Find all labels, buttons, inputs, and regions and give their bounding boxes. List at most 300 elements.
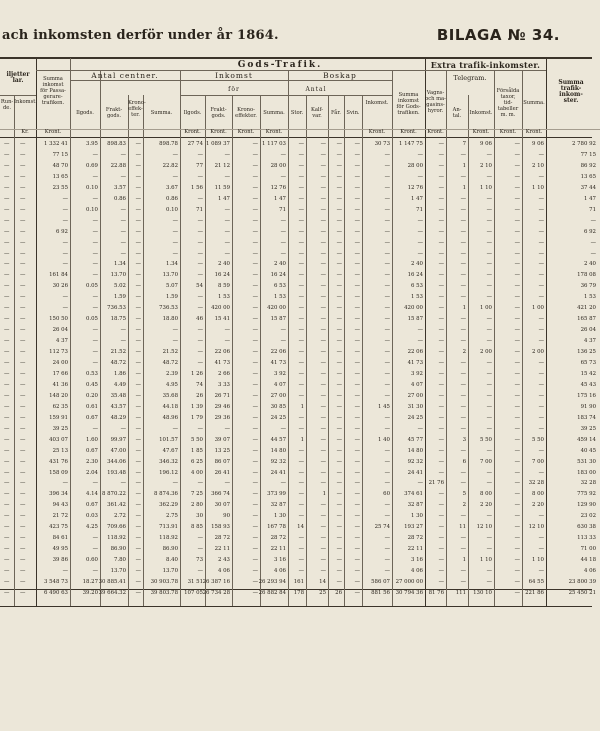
table-cell: 4 00: [190, 469, 203, 476]
table-cell: 11 59: [214, 184, 230, 191]
table-cell: —: [135, 217, 141, 224]
table-cell: 27 000 00: [395, 579, 423, 585]
table-cell: —: [197, 535, 203, 542]
margin-dash: —: [20, 141, 26, 147]
table-cell: —: [384, 535, 390, 542]
col-line: [362, 95, 363, 606]
table-cell: —: [298, 425, 304, 432]
table-cell: —: [336, 579, 342, 585]
table-cell: —: [92, 327, 98, 334]
table-cell: 71: [279, 206, 286, 213]
table-cell: 4 07: [273, 381, 286, 388]
table-cell: —: [320, 480, 326, 487]
table-cell: —: [135, 261, 141, 268]
table-cell: 2.04: [85, 469, 98, 476]
table-cell: —: [384, 272, 390, 279]
margin-dash: —: [4, 491, 10, 498]
table-cell: —: [298, 250, 304, 257]
table-cell: 41 73: [270, 360, 286, 366]
table-cell: —: [252, 557, 258, 564]
table-cell: —: [252, 151, 258, 158]
biljetter-header: iljetter lar.: [6, 71, 30, 84]
table-cell: —: [280, 228, 286, 235]
table-cell: —: [92, 173, 98, 180]
margin-dash: —: [20, 316, 26, 323]
table-cell: —: [538, 381, 544, 388]
table-cell: —: [384, 173, 390, 180]
table-cell: —: [384, 480, 390, 487]
table-cell: —: [298, 513, 304, 520]
margin-dash: —: [4, 250, 10, 257]
col-fraktgods: Frakt- gods.: [105, 107, 123, 119]
table-cell: 420 00: [404, 305, 423, 312]
table-cell: —: [384, 360, 390, 366]
table-cell: —: [538, 316, 544, 323]
table-cell: —: [538, 414, 544, 421]
table-cell: 41 36: [52, 381, 68, 388]
table-cell: —: [460, 338, 466, 345]
table-cell: —: [438, 381, 444, 388]
table-cell: 6 92: [55, 228, 68, 235]
table-cell: —: [538, 261, 544, 268]
table-cell: —: [336, 206, 342, 213]
table-cell: 420 00: [267, 305, 286, 312]
table-cell: —: [320, 173, 326, 180]
table-cell: —: [252, 524, 258, 531]
table-cell: 1 00: [479, 305, 492, 312]
table-cell: —: [197, 568, 203, 575]
table-cell: —: [135, 524, 141, 531]
table-cell: —: [298, 162, 304, 169]
table-cell: 6 92: [583, 228, 596, 235]
table-cell: 366 74: [211, 491, 230, 498]
table-cell: —: [486, 447, 492, 454]
table-cell: —: [336, 217, 342, 224]
margin-dash: —: [20, 557, 26, 564]
margin-dash: —: [4, 458, 10, 465]
table-cell: 13.70: [110, 272, 126, 279]
table-cell: —: [354, 502, 360, 509]
margin-dash: —: [20, 381, 26, 388]
table-cell: 15 42: [580, 370, 596, 377]
table-cell: —: [224, 338, 230, 345]
table-cell: —: [62, 239, 68, 246]
table-cell: 81 76: [428, 589, 444, 596]
kront-label: Kront.: [210, 129, 227, 135]
table-cell: 27 00: [270, 392, 286, 399]
table-cell: —: [320, 513, 326, 520]
col-line: [328, 95, 329, 606]
table-cell: —: [354, 447, 360, 454]
table-cell: —: [336, 436, 342, 443]
table-cell: —: [298, 294, 304, 301]
table-cell: 39.20: [82, 589, 98, 596]
col-summa-inkomst: Summa.: [263, 110, 285, 116]
table-cell: —: [460, 151, 466, 158]
table-cell: —: [320, 436, 326, 443]
table-cell: —: [460, 579, 466, 585]
header-divider: [288, 95, 392, 96]
table-cell: —: [336, 524, 342, 531]
table-cell: 1: [462, 162, 466, 169]
table-cell: —: [514, 228, 520, 235]
table-cell: —: [460, 568, 466, 575]
table-cell: —: [514, 524, 520, 531]
table-cell: —: [298, 360, 304, 366]
margin-dash: —: [4, 502, 10, 509]
table-cell: —: [417, 425, 423, 432]
table-cell: —: [252, 589, 258, 596]
table-cell: —: [252, 436, 258, 443]
table-cell: 1 00: [531, 305, 544, 312]
table-cell: —: [224, 228, 230, 235]
table-cell: —: [438, 568, 444, 575]
table-cell: —: [197, 360, 203, 366]
table-cell: 423 75: [49, 524, 68, 531]
table-cell: —: [92, 250, 98, 257]
table-cell: —: [538, 403, 544, 410]
table-cell: —: [252, 469, 258, 476]
table-cell: 21 12: [214, 162, 230, 169]
table-cell: —: [252, 349, 258, 356]
margin-dash: —: [20, 436, 26, 443]
table-cell: —: [320, 305, 326, 312]
margin-dash: —: [4, 425, 10, 432]
table-cell: —: [252, 502, 258, 509]
table-cell: —: [384, 250, 390, 257]
table-cell: 22.88: [110, 162, 126, 169]
margin-dash: —: [4, 261, 10, 268]
table-cell: —: [417, 228, 423, 235]
table-cell: —: [280, 239, 286, 246]
table-cell: 21 72: [52, 513, 68, 520]
table-cell: —: [172, 425, 178, 432]
table-cell: —: [438, 184, 444, 191]
table-cell: —: [135, 338, 141, 345]
table-cell: —: [135, 458, 141, 465]
table-cell: 2 10: [479, 162, 492, 169]
table-cell: 44.18: [162, 403, 178, 410]
margin-dash: —: [4, 524, 10, 531]
table-cell: —: [438, 458, 444, 465]
table-cell: 25: [319, 589, 326, 596]
table-cell: —: [354, 557, 360, 564]
col-line: [546, 58, 547, 606]
table-cell: —: [135, 546, 141, 553]
table-cell: —: [486, 360, 492, 366]
col-ilgods: Ilgods.: [76, 110, 94, 116]
table-cell: —: [172, 151, 178, 158]
table-cell: —: [172, 239, 178, 246]
margin-dash: —: [4, 228, 10, 235]
table-cell: —: [320, 162, 326, 169]
table-cell: 4.95: [165, 381, 178, 388]
margin-dash: —: [4, 272, 10, 279]
table-cell: 36 79: [580, 283, 596, 290]
table-cell: —: [384, 546, 390, 553]
table-cell: —: [135, 228, 141, 235]
table-cell: —: [460, 195, 466, 202]
table-cell: 14 80: [407, 447, 423, 454]
table-cell: —: [320, 458, 326, 465]
margin-dash: —: [4, 327, 10, 334]
table-cell: 4 06: [217, 568, 230, 575]
table-cell: 27 74: [187, 141, 203, 147]
table-cell: 1: [462, 184, 466, 191]
table-cell: 30: [196, 513, 203, 520]
kr-label: Kr.: [21, 129, 29, 135]
header-divider: [70, 80, 392, 81]
table-cell: 2 40: [273, 261, 286, 268]
table-cell: 111: [455, 589, 466, 596]
table-cell: —: [384, 239, 390, 246]
table-cell: 1 30: [410, 513, 423, 520]
table-cell: —: [336, 370, 342, 377]
table-cell: —: [486, 151, 492, 158]
table-cell: —: [224, 480, 230, 487]
table-cell: —: [252, 414, 258, 421]
table-cell: —: [298, 195, 304, 202]
margin-dash: —: [4, 392, 10, 399]
table-cell: —: [135, 184, 141, 191]
table-cell: 5 50: [531, 436, 544, 443]
table-cell: —: [172, 173, 178, 180]
table-cell: —: [298, 414, 304, 421]
table-cell: —: [354, 381, 360, 388]
table-cell: 8 00: [479, 491, 492, 498]
table-cell: 91 90: [580, 403, 596, 410]
table-cell: —: [538, 469, 544, 476]
table-cell: 32 28: [528, 480, 544, 487]
table-cell: 8 00: [531, 491, 544, 498]
col-summa-trafik: Summa trafik- inkom- ster.: [558, 79, 584, 104]
table-cell: —: [298, 557, 304, 564]
table-cell: —: [514, 579, 520, 585]
table-cell: —: [252, 272, 258, 279]
table-cell: —: [320, 250, 326, 257]
table-cell: —: [252, 458, 258, 465]
table-cell: —: [514, 546, 520, 553]
table-cell: —: [336, 381, 342, 388]
table-cell: 4 06: [583, 568, 596, 575]
table-cell: 43.57: [110, 403, 126, 410]
table-cell: 28 72: [270, 535, 286, 542]
table-cell: —: [417, 217, 423, 224]
table-cell: —: [538, 546, 544, 553]
table-cell: —: [438, 239, 444, 246]
table-cell: —: [354, 425, 360, 432]
table-cell: —: [92, 338, 98, 345]
table-cell: 178: [293, 589, 304, 596]
table-cell: 175 16: [577, 392, 596, 399]
table-cell: —: [120, 217, 126, 224]
table-cell: —: [62, 217, 68, 224]
col-line: [468, 95, 469, 606]
margin-dash: —: [4, 316, 10, 323]
table-cell: —: [92, 349, 98, 356]
table-cell: —: [336, 305, 342, 312]
table-cell: —: [298, 173, 304, 180]
margin-dash: —: [4, 403, 10, 410]
table-cell: 1.34: [113, 261, 126, 268]
col-line: [232, 95, 233, 606]
table-cell: —: [135, 349, 141, 356]
table-cell: —: [514, 414, 520, 421]
table-cell: —: [514, 589, 520, 596]
table-cell: —: [590, 217, 596, 224]
table-cell: 1 10: [479, 184, 492, 191]
table-cell: 35.68: [162, 392, 178, 399]
table-cell: 2 40: [583, 261, 596, 268]
table-cell: —: [384, 502, 390, 509]
table-cell: —: [252, 447, 258, 454]
table-cell: —: [224, 217, 230, 224]
table-cell: 47.00: [110, 447, 126, 454]
table-cell: 28 72: [407, 535, 423, 542]
table-cell: —: [538, 250, 544, 257]
table-cell: —: [438, 513, 444, 520]
table-cell: —: [172, 327, 178, 334]
table-cell: 374 61: [404, 491, 423, 498]
table-cell: 44 57: [270, 436, 286, 443]
table-cell: 346.32: [159, 458, 178, 465]
table-cell: —: [120, 425, 126, 432]
table-cell: —: [197, 239, 203, 246]
table-cell: 1 47: [217, 195, 230, 202]
table-cell: 4 06: [410, 568, 423, 575]
table-cell: —: [538, 370, 544, 377]
table-cell: —: [92, 151, 98, 158]
table-cell: —: [438, 162, 444, 169]
table-cell: 113 33: [577, 535, 596, 542]
table-cell: —: [354, 546, 360, 553]
table-cell: —: [384, 206, 390, 213]
table-cell: —: [354, 228, 360, 235]
table-cell: —: [336, 228, 342, 235]
margin-dash: —: [4, 535, 10, 542]
section-inkomst: Inkomst: [215, 71, 253, 80]
table-cell: —: [336, 151, 342, 158]
table-cell: —: [252, 294, 258, 301]
table-cell: 28 00: [407, 162, 423, 169]
table-cell: —: [280, 151, 286, 158]
table-cell: —: [224, 206, 230, 213]
table-cell: —: [460, 261, 466, 268]
table-cell: —: [514, 250, 520, 257]
table-cell: 39 25: [52, 425, 68, 432]
table-cell: —: [320, 283, 326, 290]
table-cell: 32 87: [270, 502, 286, 509]
margin-dash: —: [20, 403, 26, 410]
table-cell: 2 80: [190, 502, 203, 509]
table-cell: —: [538, 447, 544, 454]
table-cell: —: [298, 272, 304, 279]
table-cell: 25 450 21: [568, 589, 596, 596]
table-cell: 73: [196, 557, 203, 564]
table-cell: —: [460, 447, 466, 454]
table-cell: —: [298, 217, 304, 224]
table-cell: —: [320, 316, 326, 323]
table-cell: —: [354, 217, 360, 224]
table-cell: —: [354, 239, 360, 246]
table-cell: —: [336, 491, 342, 498]
table-cell: 15 87: [407, 316, 423, 323]
table-cell: 881 56: [371, 589, 390, 596]
table-cell: —: [354, 327, 360, 334]
table-cell: —: [538, 228, 544, 235]
margin-dash: —: [20, 589, 26, 596]
table-cell: —: [438, 502, 444, 509]
table-cell: 6 53: [273, 283, 286, 290]
table-cell: 22 06: [407, 349, 423, 356]
table-cell: —: [438, 294, 444, 301]
table-cell: —: [486, 546, 492, 553]
boskap-antal: Antal: [305, 86, 327, 93]
table-cell: —: [354, 458, 360, 465]
table-cell: 4 37: [583, 338, 596, 345]
table-cell: —: [514, 217, 520, 224]
table-cell: —: [438, 228, 444, 235]
table-cell: 1.86: [113, 370, 126, 377]
table-cell: —: [280, 425, 286, 432]
margin-dash: —: [20, 535, 26, 542]
table-cell: 41 73: [214, 360, 230, 366]
table-cell: —: [92, 239, 98, 246]
table-cell: —: [438, 327, 444, 334]
table-cell: —: [224, 151, 230, 158]
table-cell: —: [438, 261, 444, 268]
table-cell: —: [538, 392, 544, 399]
table-cell: 1 30: [273, 513, 286, 520]
table-cell: —: [62, 250, 68, 257]
table-cell: —: [460, 327, 466, 334]
table-cell: —: [135, 272, 141, 279]
table-cell: —: [320, 338, 326, 345]
table-cell: —: [320, 524, 326, 531]
table-cell: —: [384, 349, 390, 356]
table-cell: 0.61: [85, 403, 98, 410]
table-cell: 0.10: [85, 184, 98, 191]
table-cell: —: [354, 524, 360, 531]
table-cell: —: [320, 557, 326, 564]
table-cell: —: [298, 568, 304, 575]
table-cell: 12 76: [407, 184, 423, 191]
table-cell: 196.12: [159, 469, 178, 476]
table-cell: —: [514, 447, 520, 454]
table-cell: —: [135, 206, 141, 213]
table-cell: —: [514, 360, 520, 366]
table-cell: —: [354, 436, 360, 443]
margin-dash: —: [4, 141, 10, 147]
table-cell: 396 34: [49, 491, 68, 498]
table-cell: —: [384, 217, 390, 224]
table-cell: 713.91: [159, 524, 178, 531]
table-cell: 1.59: [165, 294, 178, 301]
table-cell: —: [460, 250, 466, 257]
table-cell: —: [384, 305, 390, 312]
table-cell: 1: [462, 305, 466, 312]
table-cell: —: [336, 272, 342, 279]
table-cell: 30 26: [52, 283, 68, 290]
table-cell: —: [514, 568, 520, 575]
table-cell: —: [120, 338, 126, 345]
table-cell: —: [92, 546, 98, 553]
table-cell: 2: [462, 502, 466, 509]
margin-dash: —: [4, 480, 10, 487]
margin-dash: —: [4, 239, 10, 246]
table-cell: —: [514, 349, 520, 356]
table-cell: —: [538, 338, 544, 345]
